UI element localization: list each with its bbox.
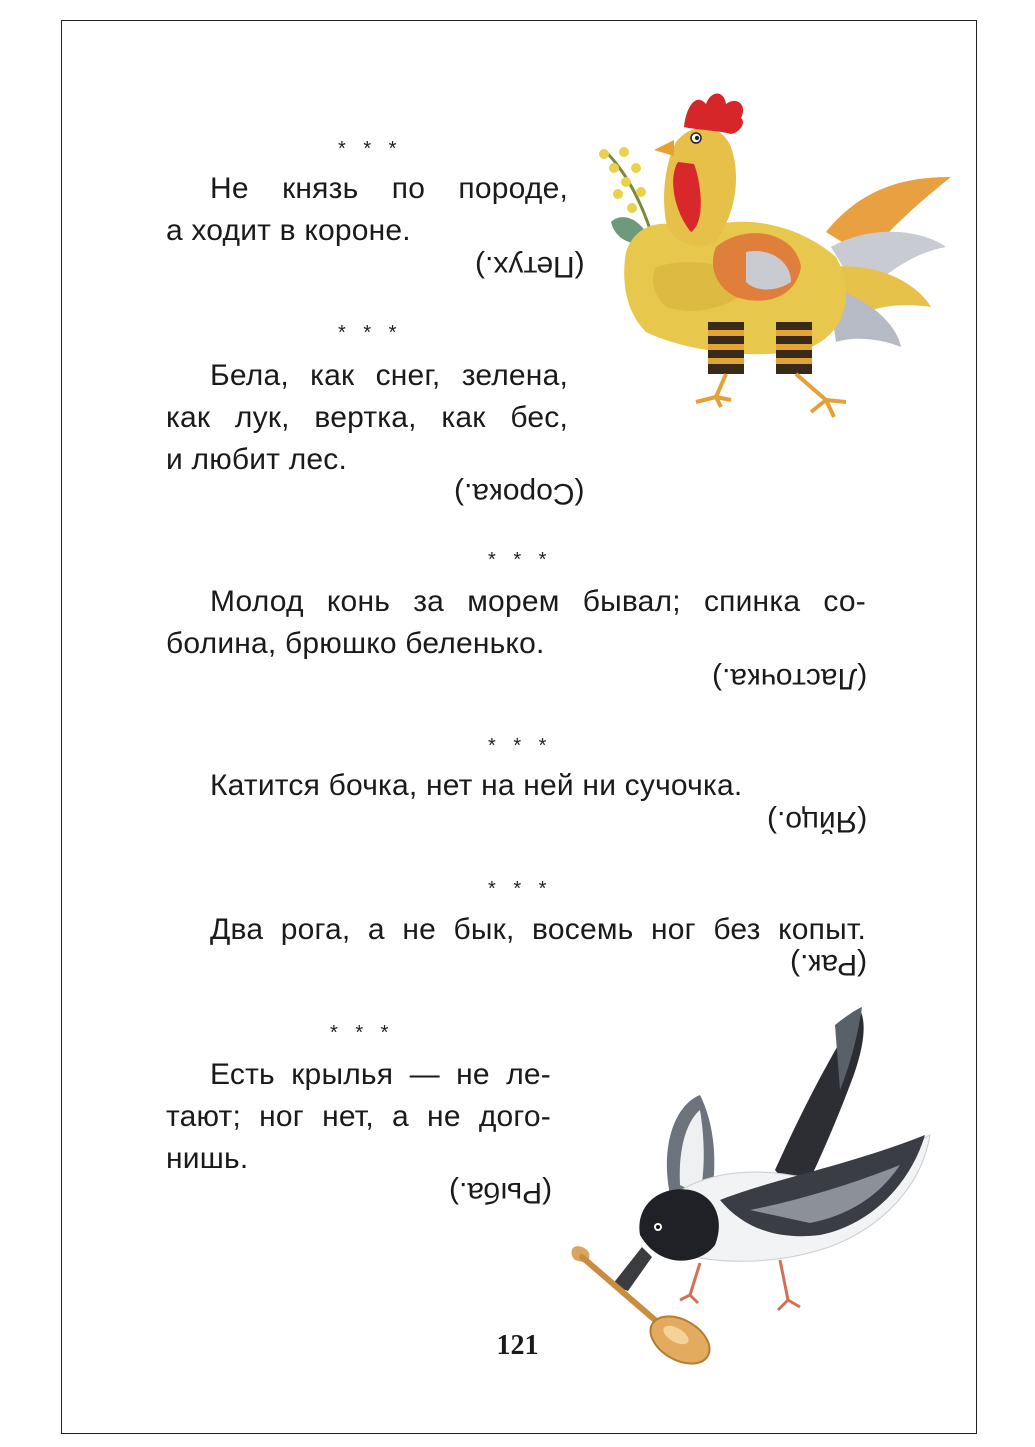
riddle-line: Катится бочка, нет на ней ни сучочка. [210,769,743,802]
rooster-illustration [596,82,956,432]
riddle-5 [166,909,866,951]
riddle-line: а ходит в короне. [166,214,411,247]
riddle-answer: (Рыба.) [448,1176,552,1209]
magpie-head [639,1189,718,1260]
riddle-answer: (Ласточка.) [711,662,867,695]
riddle-line: Не князь по породе, [210,172,568,205]
magpie-leg [778,1260,800,1310]
riddle-line: нишь. [166,1142,249,1175]
riddle-4 [166,765,866,807]
riddle-line: и любит лес. [166,443,348,476]
rooster-eye [695,136,699,140]
riddle-line: Два рога, а не бык, восемь ног без копыт. [210,913,866,946]
separator-stars: * * * [338,138,403,160]
riddle-answer: (Сорока.) [454,477,585,510]
riddle-line: Молод конь за морем бывал; спинка со- [210,585,866,618]
riddle-answer: (Петух.) [475,250,585,283]
riddle-2 [166,355,568,481]
riddle-line: Бела, как снег, зелена, [210,359,568,392]
separator-stars: * * * [488,878,553,900]
riddle-answer: (Рак.) [789,948,867,981]
separator-stars: * * * [338,322,403,344]
separator-stars: * * * [488,735,553,757]
rooster-beak [654,140,674,156]
page-number: 121 [496,1330,539,1361]
riddle-3 [166,581,866,665]
magpie-eye [656,1225,660,1229]
separator-stars: * * * [330,1022,395,1044]
riddle-1 [166,168,568,252]
riddle-answer: (Яйцо.) [766,805,867,838]
riddle-line: как лук, вертка, как бес, [166,401,568,434]
riddle-line: Есть крылья — не ле- [210,1058,551,1091]
riddle-line: тают; ног нет, а не дого- [166,1100,551,1133]
riddle-6 [166,1054,551,1180]
separator-stars: * * * [488,549,553,571]
magpie-illustration [550,995,940,1370]
magpie-leg [680,1263,700,1303]
rooster-comb [684,94,743,135]
riddle-line: болина, брюшко беленько. [166,627,545,660]
